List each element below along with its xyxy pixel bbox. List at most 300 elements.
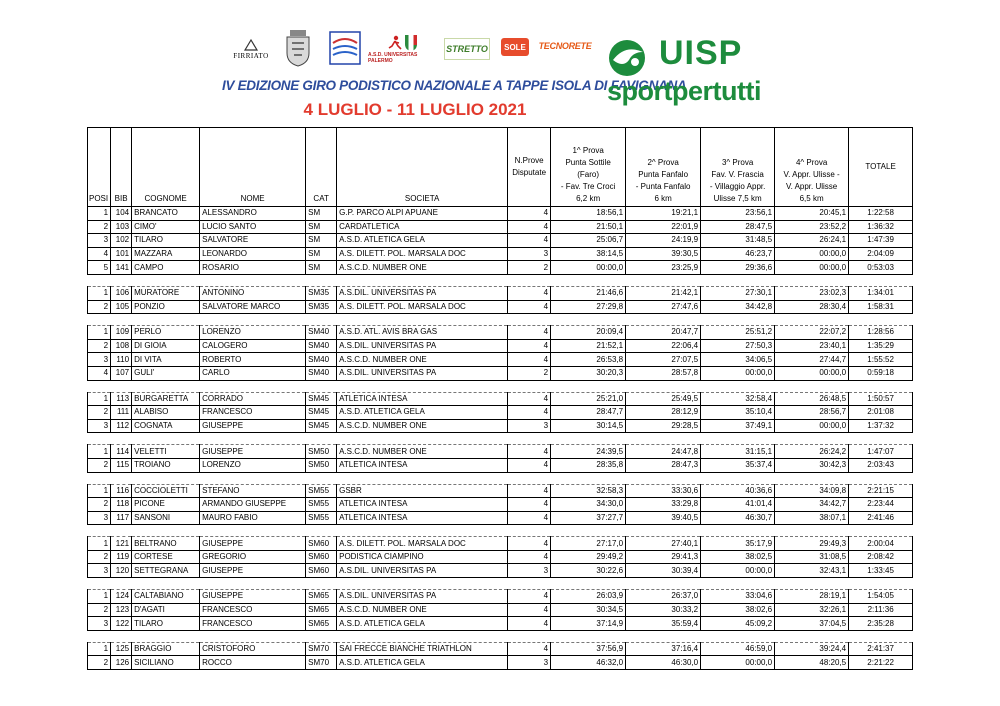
cell-cat: SM45 bbox=[306, 419, 337, 433]
cell-pos: 1 bbox=[88, 286, 111, 300]
table-row bbox=[88, 511, 913, 525]
col-cat-header: CAT bbox=[306, 128, 337, 207]
cell-nprove: 4 bbox=[508, 286, 551, 300]
cell-cognome: BELTRANO bbox=[132, 537, 200, 551]
cell-prova4: 28:56,7 bbox=[775, 406, 849, 420]
table-row bbox=[88, 261, 913, 275]
cell-nprove: 4 bbox=[508, 339, 551, 353]
cell-bib: 105 bbox=[111, 300, 132, 314]
cell-cognome: MURATORE bbox=[132, 286, 200, 300]
cell-prova2: 24:47,8 bbox=[626, 445, 701, 459]
cell-nprove: 2 bbox=[508, 366, 551, 380]
group-separator bbox=[88, 525, 913, 537]
cell-cognome: D'AGATI bbox=[132, 603, 200, 617]
col-prova3-header: 3^ Prova Fav. V. Frascia - Villaggio Appr. Ulisse 7,5 km bbox=[701, 128, 775, 207]
cell-prova1: 21:52,1 bbox=[551, 339, 626, 353]
cell-cat: SM45 bbox=[306, 406, 337, 420]
cell-cat: SM bbox=[306, 220, 337, 234]
cell-prova4: 00:00,0 bbox=[775, 247, 849, 261]
favignana-logo bbox=[328, 30, 362, 66]
cell-pos: 1 bbox=[88, 326, 111, 340]
cell-prova4: 28:19,1 bbox=[775, 590, 849, 604]
cell-totale: 1:34:01 bbox=[849, 286, 913, 300]
separator-cell bbox=[88, 578, 913, 590]
cell-nprove: 4 bbox=[508, 234, 551, 248]
cell-prova4: 30:42,3 bbox=[775, 458, 849, 472]
cell-totale: 1:50:57 bbox=[849, 392, 913, 406]
cell-prova3: 31:48,5 bbox=[701, 234, 775, 248]
cell-totale: 2:08:42 bbox=[849, 550, 913, 564]
cell-prova4: 28:30,4 bbox=[775, 300, 849, 314]
cell-prova4: 00:00,0 bbox=[775, 366, 849, 380]
cell-nprove: 4 bbox=[508, 458, 551, 472]
shield-icon bbox=[404, 34, 418, 52]
cell-nprove: 4 bbox=[508, 511, 551, 525]
cell-cognome: DI VITA bbox=[132, 353, 200, 367]
cell-societa: PODISTICA CIAMPINO bbox=[337, 550, 508, 564]
cell-cat: SM65 bbox=[306, 617, 337, 631]
cell-cat: SM40 bbox=[306, 353, 337, 367]
cell-pos: 2 bbox=[88, 406, 111, 420]
cell-nome: GIUSEPPE bbox=[200, 445, 306, 459]
cell-cat: SM70 bbox=[306, 656, 337, 670]
cell-prova4: 00:00,0 bbox=[775, 261, 849, 275]
cell-nprove: 3 bbox=[508, 564, 551, 578]
cell-cat: SM40 bbox=[306, 326, 337, 340]
cell-cognome: TILARO bbox=[132, 234, 200, 248]
cell-prova3: 45:09,2 bbox=[701, 617, 775, 631]
cell-cat: SM50 bbox=[306, 445, 337, 459]
cell-societa: SAI FRECCE BIANCHE TRIATHLON bbox=[337, 642, 508, 656]
cell-bib: 123 bbox=[111, 603, 132, 617]
cell-prova2: 24:19,9 bbox=[626, 234, 701, 248]
cell-prova1: 30:20,3 bbox=[551, 366, 626, 380]
cell-prova3: 38:02,5 bbox=[701, 550, 775, 564]
cell-nome: ARMANDO GIUSEPPE bbox=[200, 498, 306, 512]
cell-prova2: 29:28,5 bbox=[626, 419, 701, 433]
table-row bbox=[88, 537, 913, 551]
cell-nprove: 4 bbox=[508, 537, 551, 551]
separator-cell bbox=[88, 525, 913, 537]
cell-nprove: 4 bbox=[508, 642, 551, 656]
cell-prova3: 27:50,3 bbox=[701, 339, 775, 353]
cell-prova2: 22:01,9 bbox=[626, 220, 701, 234]
cell-societa: A.S.DIL. UNIVERSITAS PA bbox=[337, 564, 508, 578]
table-row bbox=[88, 642, 913, 656]
cell-nome: SALVATORE bbox=[200, 234, 306, 248]
cell-cognome: TILARO bbox=[132, 617, 200, 631]
cell-prova4: 31:08,5 bbox=[775, 550, 849, 564]
cell-societa: A.S.D. ATL. AVIS BRA GAS bbox=[337, 326, 508, 340]
cell-prova3: 35:17,9 bbox=[701, 537, 775, 551]
cell-nome: ROBERTO bbox=[200, 353, 306, 367]
cell-nprove: 2 bbox=[508, 261, 551, 275]
comune-crest-logo bbox=[282, 28, 314, 68]
cell-pos: 4 bbox=[88, 366, 111, 380]
group-separator bbox=[88, 433, 913, 445]
col-pos-header: POSI bbox=[88, 128, 111, 207]
cell-prova3: 35:10,4 bbox=[701, 406, 775, 420]
cell-prova2: 28:47,3 bbox=[626, 458, 701, 472]
cell-nprove: 4 bbox=[508, 484, 551, 498]
cell-bib: 103 bbox=[111, 220, 132, 234]
cell-prova3: 23:56,1 bbox=[701, 207, 775, 221]
cell-totale: 2:41:46 bbox=[849, 511, 913, 525]
table-row bbox=[88, 445, 913, 459]
cell-prova3: 38:02,6 bbox=[701, 603, 775, 617]
group-separator bbox=[88, 274, 913, 286]
event-dates: 4 LUGLIO - 11 LUGLIO 2021 bbox=[303, 100, 527, 119]
cell-prova2: 35:59,4 bbox=[626, 617, 701, 631]
cell-cognome: VELETTI bbox=[132, 445, 200, 459]
cell-pos: 1 bbox=[88, 207, 111, 221]
cell-bib: 104 bbox=[111, 207, 132, 221]
cell-totale: 1:35:29 bbox=[849, 339, 913, 353]
cell-prova4: 23:52,2 bbox=[775, 220, 849, 234]
cell-cat: SM bbox=[306, 234, 337, 248]
cell-pos: 3 bbox=[88, 353, 111, 367]
uisp-wordmark: UISP bbox=[659, 34, 743, 72]
cell-bib: 114 bbox=[111, 445, 132, 459]
cell-prova4: 22:07,2 bbox=[775, 326, 849, 340]
cell-societa: ATLETICA INTESA bbox=[337, 458, 508, 472]
cell-prova2: 30:39,4 bbox=[626, 564, 701, 578]
table-row bbox=[88, 484, 913, 498]
cell-prova1: 34:30,0 bbox=[551, 498, 626, 512]
cell-prova1: 18:56,1 bbox=[551, 207, 626, 221]
col-prova2-header: 2^ Prova Punta Fanfalo - Punta Fanfalo 6 km bbox=[626, 128, 701, 207]
cell-totale: 1:58:31 bbox=[849, 300, 913, 314]
cell-prova4: 26:24,1 bbox=[775, 234, 849, 248]
table-row bbox=[88, 392, 913, 406]
cell-pos: 1 bbox=[88, 537, 111, 551]
table-row bbox=[88, 234, 913, 248]
cell-nprove: 4 bbox=[508, 590, 551, 604]
cell-cognome: DI GIOIA bbox=[132, 339, 200, 353]
cell-nome: CALOGERO bbox=[200, 339, 306, 353]
cell-prova1: 30:14,5 bbox=[551, 419, 626, 433]
cell-pos: 3 bbox=[88, 234, 111, 248]
table-row bbox=[88, 498, 913, 512]
cell-totale: 2:00:04 bbox=[849, 537, 913, 551]
table-row bbox=[88, 353, 913, 367]
cell-prova4: 26:24,2 bbox=[775, 445, 849, 459]
cell-bib: 102 bbox=[111, 234, 132, 248]
cell-totale: 0:59:18 bbox=[849, 366, 913, 380]
cell-pos: 1 bbox=[88, 590, 111, 604]
cell-pos: 3 bbox=[88, 419, 111, 433]
cell-prova4: 20:45,1 bbox=[775, 207, 849, 221]
cell-pos: 4 bbox=[88, 247, 111, 261]
separator-cell bbox=[88, 314, 913, 326]
cell-prova3: 34:42,8 bbox=[701, 300, 775, 314]
cell-cognome: CORTESE bbox=[132, 550, 200, 564]
cell-nome: FRANCESCO bbox=[200, 406, 306, 420]
cell-prova1: 27:17,0 bbox=[551, 537, 626, 551]
cell-nprove: 4 bbox=[508, 300, 551, 314]
cell-cognome: PERLO bbox=[132, 326, 200, 340]
event-title: IV EDIZIONE GIRO PODISTICO NAZIONALE A TAPPE ISOLA DI FAVIGNANA bbox=[222, 78, 687, 93]
cell-prova3: 29:36,6 bbox=[701, 261, 775, 275]
separator-cell bbox=[88, 274, 913, 286]
cell-societa: A.S. DILETT. POL. MARSALA DOC bbox=[337, 300, 508, 314]
cell-prova1: 26:03,9 bbox=[551, 590, 626, 604]
cell-nome: GIUSEPPE bbox=[200, 419, 306, 433]
table-row bbox=[88, 220, 913, 234]
cell-cat: SM65 bbox=[306, 603, 337, 617]
favignana-badge-icon bbox=[329, 31, 361, 65]
cell-pos: 2 bbox=[88, 300, 111, 314]
cell-societa: A.S. DILETT. POL. MARSALA DOC bbox=[337, 247, 508, 261]
cell-bib: 108 bbox=[111, 339, 132, 353]
cell-prova4: 37:04,5 bbox=[775, 617, 849, 631]
cell-totale: 2:35:28 bbox=[849, 617, 913, 631]
cell-societa: GSBR bbox=[337, 484, 508, 498]
cell-cat: SM55 bbox=[306, 484, 337, 498]
cell-societa: A.S.D. ATLETICA GELA bbox=[337, 656, 508, 670]
cell-cat: SM35 bbox=[306, 286, 337, 300]
cell-totale: 1:47:07 bbox=[849, 445, 913, 459]
group-separator bbox=[88, 578, 913, 590]
cell-totale: 1:22:58 bbox=[849, 207, 913, 221]
cell-cognome: COCCIOLETTI bbox=[132, 484, 200, 498]
table-header-row bbox=[88, 128, 913, 207]
cell-societa: A.S.DIL. UNIVERSITAS PA bbox=[337, 339, 508, 353]
cell-prova2: 28:57,8 bbox=[626, 366, 701, 380]
cell-totale: 1:47:39 bbox=[849, 234, 913, 248]
runner-icon bbox=[388, 35, 402, 51]
table-row bbox=[88, 617, 913, 631]
cell-prova1: 25:21,0 bbox=[551, 392, 626, 406]
cell-societa: A.S.D. ATLETICA GELA bbox=[337, 617, 508, 631]
cell-societa: CARDATLETICA bbox=[337, 220, 508, 234]
cell-pos: 2 bbox=[88, 603, 111, 617]
cell-prova3: 32:58,4 bbox=[701, 392, 775, 406]
cell-prova1: 37:56,9 bbox=[551, 642, 626, 656]
cell-prova4: 26:48,5 bbox=[775, 392, 849, 406]
cell-pos: 1 bbox=[88, 484, 111, 498]
cell-cognome: PONZIO bbox=[132, 300, 200, 314]
cell-societa: A.S.D. ATLETICA GELA bbox=[337, 406, 508, 420]
cell-nome: STEFANO bbox=[200, 484, 306, 498]
col-societa-header: SOCIETA bbox=[337, 128, 508, 207]
cell-societa: A.S.C.D. NUMBER ONE bbox=[337, 261, 508, 275]
birra-stretto-logo: STRETTO bbox=[444, 34, 490, 64]
cell-cognome: SANSONI bbox=[132, 511, 200, 525]
cell-societa: ATLETICA INTESA bbox=[337, 498, 508, 512]
cell-bib: 126 bbox=[111, 656, 132, 670]
cell-nome: GIUSEPPE bbox=[200, 590, 306, 604]
cell-prova1: 38:14,5 bbox=[551, 247, 626, 261]
cell-prova2: 23:25,9 bbox=[626, 261, 701, 275]
cell-prova1: 20:09,4 bbox=[551, 326, 626, 340]
results-body bbox=[88, 207, 913, 670]
cell-pos: 2 bbox=[88, 458, 111, 472]
cell-prova2: 27:47,6 bbox=[626, 300, 701, 314]
cell-prova3: 31:15,1 bbox=[701, 445, 775, 459]
cell-prova1: 29:49,2 bbox=[551, 550, 626, 564]
cell-prova1: 26:53,8 bbox=[551, 353, 626, 367]
cell-nprove: 4 bbox=[508, 498, 551, 512]
cell-prova2: 28:12,9 bbox=[626, 406, 701, 420]
cell-prova1: 25:06,7 bbox=[551, 234, 626, 248]
cell-pos: 3 bbox=[88, 617, 111, 631]
cell-bib: 125 bbox=[111, 642, 132, 656]
cell-cat: SM65 bbox=[306, 590, 337, 604]
cell-nome: GIUSEPPE bbox=[200, 537, 306, 551]
sole-logo: SOLE bbox=[500, 36, 530, 58]
cell-nome: ALESSANDRO bbox=[200, 207, 306, 221]
cell-totale: 1:54:05 bbox=[849, 590, 913, 604]
cell-prova4: 34:42,7 bbox=[775, 498, 849, 512]
cell-prova1: 37:27,7 bbox=[551, 511, 626, 525]
cell-nprove: 4 bbox=[508, 603, 551, 617]
results-table bbox=[87, 127, 913, 670]
cell-prova1: 24:39,5 bbox=[551, 445, 626, 459]
cell-nome: FRANCESCO bbox=[200, 603, 306, 617]
cell-nome: CRISTOFORO bbox=[200, 642, 306, 656]
cell-prova4: 38:07,1 bbox=[775, 511, 849, 525]
cell-pos: 5 bbox=[88, 261, 111, 275]
cell-nprove: 4 bbox=[508, 617, 551, 631]
cell-prova2: 33:30,6 bbox=[626, 484, 701, 498]
cell-totale: 1:37:32 bbox=[849, 419, 913, 433]
cell-cognome: CALTABIANO bbox=[132, 590, 200, 604]
cell-nprove: 4 bbox=[508, 220, 551, 234]
cell-nome: GREGORIO bbox=[200, 550, 306, 564]
cell-prova2: 46:30,0 bbox=[626, 656, 701, 670]
cell-nprove: 4 bbox=[508, 392, 551, 406]
cell-cat: SM45 bbox=[306, 392, 337, 406]
cell-pos: 2 bbox=[88, 498, 111, 512]
col-nprove-header: N.Prove Disputate bbox=[508, 128, 551, 207]
cell-prova4: 23:02,3 bbox=[775, 286, 849, 300]
cell-bib: 121 bbox=[111, 537, 132, 551]
table-row bbox=[88, 339, 913, 353]
cell-cat: SM60 bbox=[306, 564, 337, 578]
cell-prova1: 27:29,8 bbox=[551, 300, 626, 314]
cell-nprove: 3 bbox=[508, 656, 551, 670]
cell-societa: G.P. PARCO ALPI APUANE bbox=[337, 207, 508, 221]
cell-nome: LEONARDO bbox=[200, 247, 306, 261]
cell-prova3: 00:00,0 bbox=[701, 564, 775, 578]
uisp-emblem-icon bbox=[605, 38, 655, 78]
cell-prova2: 33:29,8 bbox=[626, 498, 701, 512]
col-cognome-header: COGNOME bbox=[132, 128, 200, 207]
cell-pos: 3 bbox=[88, 564, 111, 578]
cell-prova2: 22:06,4 bbox=[626, 339, 701, 353]
cell-totale: 1:28:56 bbox=[849, 326, 913, 340]
cell-pos: 2 bbox=[88, 550, 111, 564]
crest-icon bbox=[284, 29, 312, 67]
cell-prova4: 23:40,1 bbox=[775, 339, 849, 353]
cell-prova4: 39:24,4 bbox=[775, 642, 849, 656]
table-row bbox=[88, 366, 913, 380]
cell-totale: 1:36:32 bbox=[849, 220, 913, 234]
cell-nprove: 4 bbox=[508, 550, 551, 564]
cell-societa: ATLETICA INTESA bbox=[337, 511, 508, 525]
cell-societa: A.S.DIL. UNIVERSITAS PA bbox=[337, 590, 508, 604]
table-row bbox=[88, 406, 913, 420]
cell-prova4: 29:49,3 bbox=[775, 537, 849, 551]
cell-bib: 107 bbox=[111, 366, 132, 380]
cell-nprove: 4 bbox=[508, 353, 551, 367]
cell-prova1: 00:00,0 bbox=[551, 261, 626, 275]
cell-prova3: 46:59,0 bbox=[701, 642, 775, 656]
cell-totale: 2:23:44 bbox=[849, 498, 913, 512]
cell-pos: 2 bbox=[88, 339, 111, 353]
cell-nome: ROSARIO bbox=[200, 261, 306, 275]
cell-cat: SM bbox=[306, 207, 337, 221]
cell-pos: 1 bbox=[88, 642, 111, 656]
group-separator bbox=[88, 630, 913, 642]
cell-nome: LORENZO bbox=[200, 326, 306, 340]
cell-cognome: COGNATA bbox=[132, 419, 200, 433]
cell-cognome: CAMPO bbox=[132, 261, 200, 275]
group-separator bbox=[88, 380, 913, 392]
cell-bib: 124 bbox=[111, 590, 132, 604]
cell-cognome: SETTEGRANA bbox=[132, 564, 200, 578]
cell-prova2: 30:33,2 bbox=[626, 603, 701, 617]
cell-cat: SM70 bbox=[306, 642, 337, 656]
table-row bbox=[88, 300, 913, 314]
cell-cognome: BRANCATO bbox=[132, 207, 200, 221]
table-row bbox=[88, 603, 913, 617]
cell-pos: 1 bbox=[88, 445, 111, 459]
cell-prova1: 28:47,7 bbox=[551, 406, 626, 420]
cell-societa: A.S.C.D. NUMBER ONE bbox=[337, 603, 508, 617]
cell-cognome: BRAGGIO bbox=[132, 642, 200, 656]
separator-cell bbox=[88, 630, 913, 642]
cell-nome: ANTONINO bbox=[200, 286, 306, 300]
group-separator bbox=[88, 314, 913, 326]
cell-nome: LUCIO SANTO bbox=[200, 220, 306, 234]
cell-cat: SM40 bbox=[306, 366, 337, 380]
cell-cat: SM bbox=[306, 261, 337, 275]
cell-prova2: 19:21,1 bbox=[626, 207, 701, 221]
cell-totale: 1:33:45 bbox=[849, 564, 913, 578]
cell-bib: 109 bbox=[111, 326, 132, 340]
cell-totale: 2:21:22 bbox=[849, 656, 913, 670]
cell-nome: ROCCO bbox=[200, 656, 306, 670]
cell-nome: FRANCESCO bbox=[200, 617, 306, 631]
firriato-logo: FIRRIATO bbox=[228, 34, 274, 64]
cell-prova3: 33:04,6 bbox=[701, 590, 775, 604]
cell-prova4: 32:26,1 bbox=[775, 603, 849, 617]
cell-prova3: 37:49,1 bbox=[701, 419, 775, 433]
cell-bib: 122 bbox=[111, 617, 132, 631]
cell-cognome: CIMO' bbox=[132, 220, 200, 234]
cell-prova3: 25:51,2 bbox=[701, 326, 775, 340]
cell-bib: 116 bbox=[111, 484, 132, 498]
cell-totale: 2:41:37 bbox=[849, 642, 913, 656]
cell-cognome: BURGARETTA bbox=[132, 392, 200, 406]
cell-prova3: 35:37,4 bbox=[701, 458, 775, 472]
table-row bbox=[88, 656, 913, 670]
cell-nprove: 4 bbox=[508, 207, 551, 221]
cell-prova4: 27:44,7 bbox=[775, 353, 849, 367]
cell-bib: 113 bbox=[111, 392, 132, 406]
cell-totale: 1:55:52 bbox=[849, 353, 913, 367]
cell-prova4: 48:20,5 bbox=[775, 656, 849, 670]
cell-prova3: 28:47,5 bbox=[701, 220, 775, 234]
cell-prova3: 34:06,5 bbox=[701, 353, 775, 367]
cell-pos: 2 bbox=[88, 220, 111, 234]
asd-universitas-logo: A.S.D. UNIVERSITAS PALERMO bbox=[368, 32, 438, 66]
cell-totale: 2:01:08 bbox=[849, 406, 913, 420]
cell-prova1: 30:22,6 bbox=[551, 564, 626, 578]
cell-bib: 111 bbox=[111, 406, 132, 420]
